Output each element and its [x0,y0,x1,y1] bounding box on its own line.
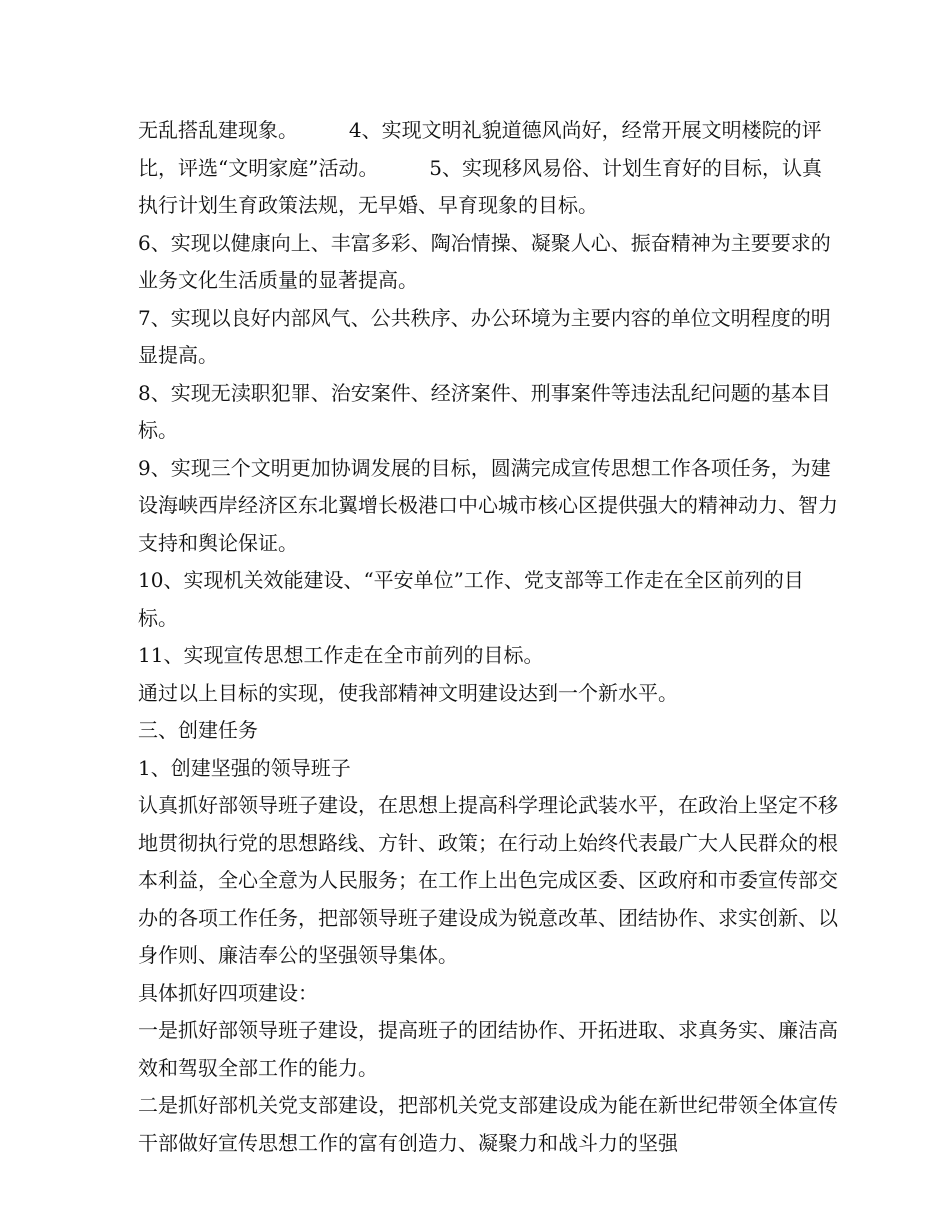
paragraph-four-constructions: 具体抓好四项建设： [138,980,318,1005]
paragraph-goals-4-5: 无乱搭乱建现象。 4、实现文明礼貌道德风尚好，经常开展文明楼院的评比，评选“文明家庭”活动。 5、实现移风易俗、计划生育好的目标，认真执行计划生育政策法规，无早婚、早育现象的目标。 [138,118,823,217]
document-body [138,112,838,1162]
paragraph-goal-10: 10、实现机关效能建设、“平安单位”工作、党支部等工作走在全区前列的目标。 [138,568,804,630]
paragraph-construction-1: 一是抓好部领导班子建设，提高班子的团结协作、开拓进取、求真务实、廉洁高效和驾驭全部工作的能力。 [138,1018,838,1080]
paragraph-goal-9: 9、实现三个文明更加协调发展的目标，圆满完成宣传思想工作各项任务，为建设海峡西岸经济区东北翼增长极港口中心城市核心区提供强大的精神动力、智力支持和舆论保证。 [138,455,838,555]
paragraph-goals-summary: 通过以上目标的实现，使我部精神文明建设达到一个新水平。 [138,680,678,705]
paragraph-construction-2: 二是抓好部机关党支部建设，把部机关党支部建设成为能在新世纪带领全体宣传干部做好宣传思想工作的富有创造力、凝聚力和战斗力的坚强 [138,1093,838,1155]
paragraph-goal-7: 7、实现以良好内部风气、公共秩序、办公环境为主要内容的单位文明程度的明显提高。 [138,305,831,367]
paragraph-goal-6: 6、实现以健康向上、丰富多彩、陶冶情操、凝聚人心、振奋精神为主要要求的业务文化生活质量的显著提高。 [138,230,831,292]
paragraph-leadership: 认真抓好部领导班子建设，在思想上提高科学理论武装水平，在政治上坚定不移地贯彻执行党的思想路线、方针、政策；在行动上始终代表最广大人民群众的根本利益，全心全意为人民服务；在工作上出色完成区委、区政府和市委宣传部交办的各项工作任务，把部领导班子建设成为锐意改革、团结协作、求实创新、以身作则、廉洁奉公的坚强领导集体。 [138,793,838,967]
paragraph-goal-11: 11、实现宣传思想工作走在全市前列的目标。 [138,643,544,667]
section-heading-tasks: 三、创建任务 [138,718,258,742]
paragraph-goal-8: 8、实现无渎职犯罪、治安案件、经济案件、刑事案件等违法乱纪问题的基本目标。 [138,380,831,442]
subheading-leadership: 1、创建坚强的领导班子 [138,755,351,780]
